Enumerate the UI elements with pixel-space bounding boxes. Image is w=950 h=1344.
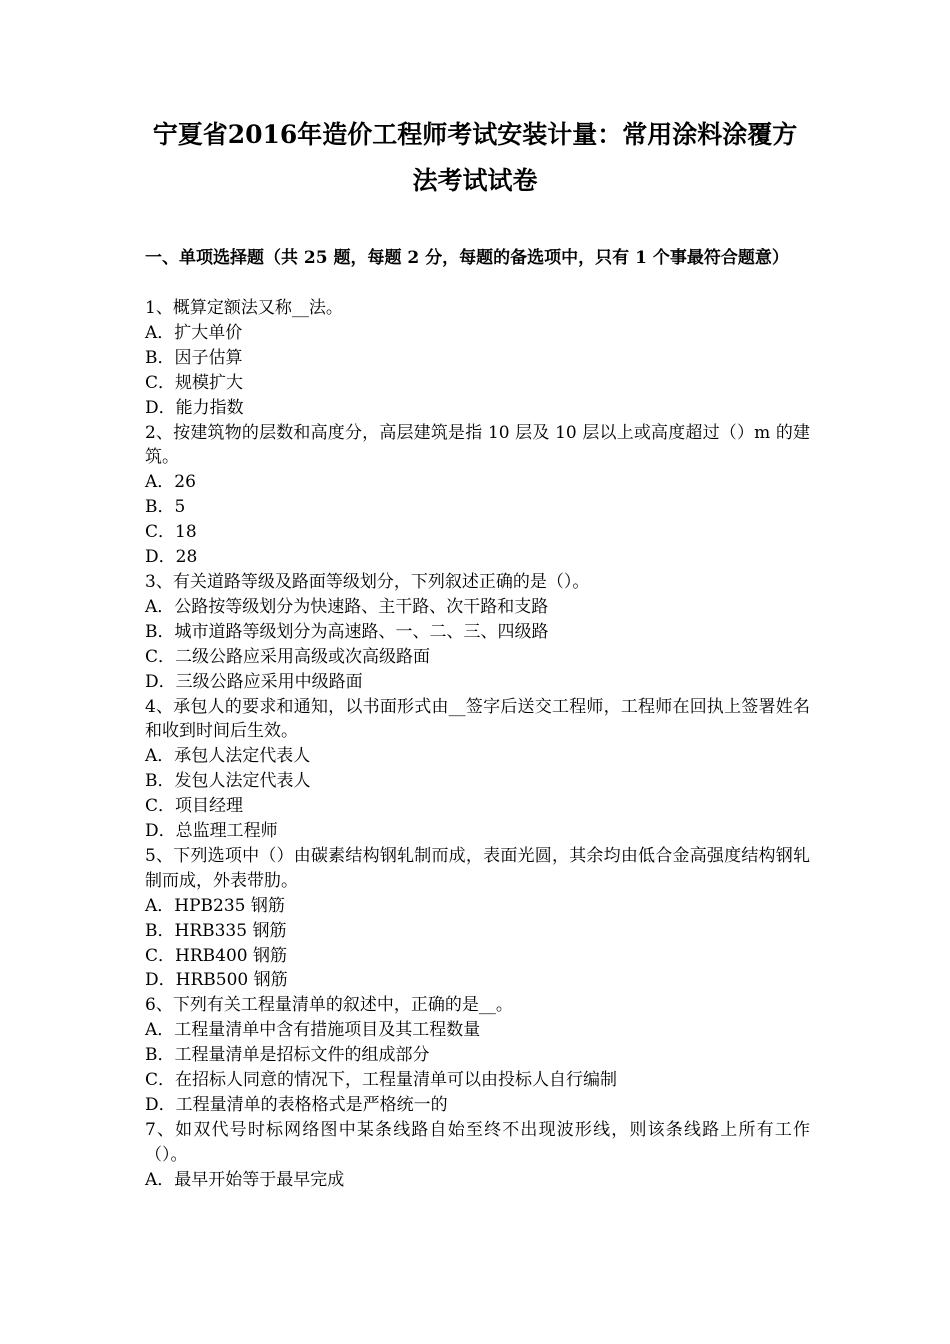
question-5-option-b: B．HRB335 钢筋 xyxy=(145,920,287,941)
question-4-option-b: B．发包人法定代表人 xyxy=(145,771,311,792)
question-5-option-c: C．HRB400 钢筋 xyxy=(145,945,287,966)
question-1: 1、概算定额法又称__法。 xyxy=(145,298,343,318)
question-2-option-d: D．28 xyxy=(145,547,198,568)
question-4-option-c: C．项目经理 xyxy=(145,796,244,817)
question-6-option-c: C．在招标人同意的情况下，工程量清单可以由投标人自行编制 xyxy=(145,1070,618,1091)
question-5-option-d: D．HRB500 钢筋 xyxy=(145,970,288,991)
question-5-option-a: A．HPB235 钢筋 xyxy=(145,895,285,916)
question-3-option-d: D．三级公路应采用中级路面 xyxy=(145,671,363,692)
question-1-option-b: B．因子估算 xyxy=(145,347,243,368)
question-2-option-a: A．26 xyxy=(145,472,196,493)
question-6-option-d: D．工程量清单的表格格式是严格统一的 xyxy=(145,1095,448,1115)
question-1-option-a: A．扩大单价 xyxy=(145,322,243,343)
question-list xyxy=(145,296,810,1193)
question-5: 5、下列选项中（）由碳素结构钢轧制而成，表面光圆，其余均由低合金高强度结构钢轧制而成，外表带肋。 xyxy=(145,845,810,891)
question-6-option-b: B．工程量清单是招标文件的组成部分 xyxy=(145,1045,430,1066)
question-6-option-a: A．工程量清单中含有措施项目及其工程数量 xyxy=(145,1020,481,1041)
question-1-option-d: D．能力指数 xyxy=(145,397,244,418)
question-6: 6、下列有关工程量清单的叙述中，正确的是__。 xyxy=(145,995,513,1016)
title-line-1: 宁夏省2016年造价工程师考试安装计量：常用涂料涂覆方 xyxy=(152,120,798,149)
question-3-option-c: C．二级公路应采用高级或次高级路面 xyxy=(145,646,431,667)
question-1-option-c: C．规模扩大 xyxy=(145,372,244,393)
question-2: 2、按建筑物的层数和高度分，高层建筑是指 10 层及 10 层以上或高度超过（）m 的建筑。 xyxy=(145,422,810,468)
question-3: 3、有关道路等级及路面等级划分，下列叙述正确的是（）。 xyxy=(145,571,590,592)
title-line-2: 法考试试卷 xyxy=(412,166,538,195)
question-3-option-a: A．公路按等级划分为快速路、主干路、次干路和支路 xyxy=(145,596,549,617)
question-2-option-b: B．5 xyxy=(145,497,186,518)
section-heading: 一、单项选择题（共 25 题，每题 2 分，每题的备选项中，只有 1 个事最符合题意） xyxy=(145,248,789,268)
question-4-option-d: D．总监理工程师 xyxy=(145,821,278,842)
question-7-option-a: A．最早开始等于最早完成 xyxy=(145,1169,345,1190)
document-title xyxy=(120,112,830,204)
question-7: 7、如双代号时标网络图中某条线路自始至终不出现波形线，则该条线路上所有工作（）。 xyxy=(145,1119,810,1165)
question-2-option-c: C．18 xyxy=(145,522,197,543)
question-4: 4、承包人的要求和通知，以书面形式由__签字后送交工程师，工程师在回执上签署姓名和收到时间后生效。 xyxy=(145,696,810,742)
question-3-option-b: B．城市道路等级划分为高速路、一、二、三、四级路 xyxy=(145,621,549,642)
question-4-option-a: A．承包人法定代表人 xyxy=(145,746,311,767)
